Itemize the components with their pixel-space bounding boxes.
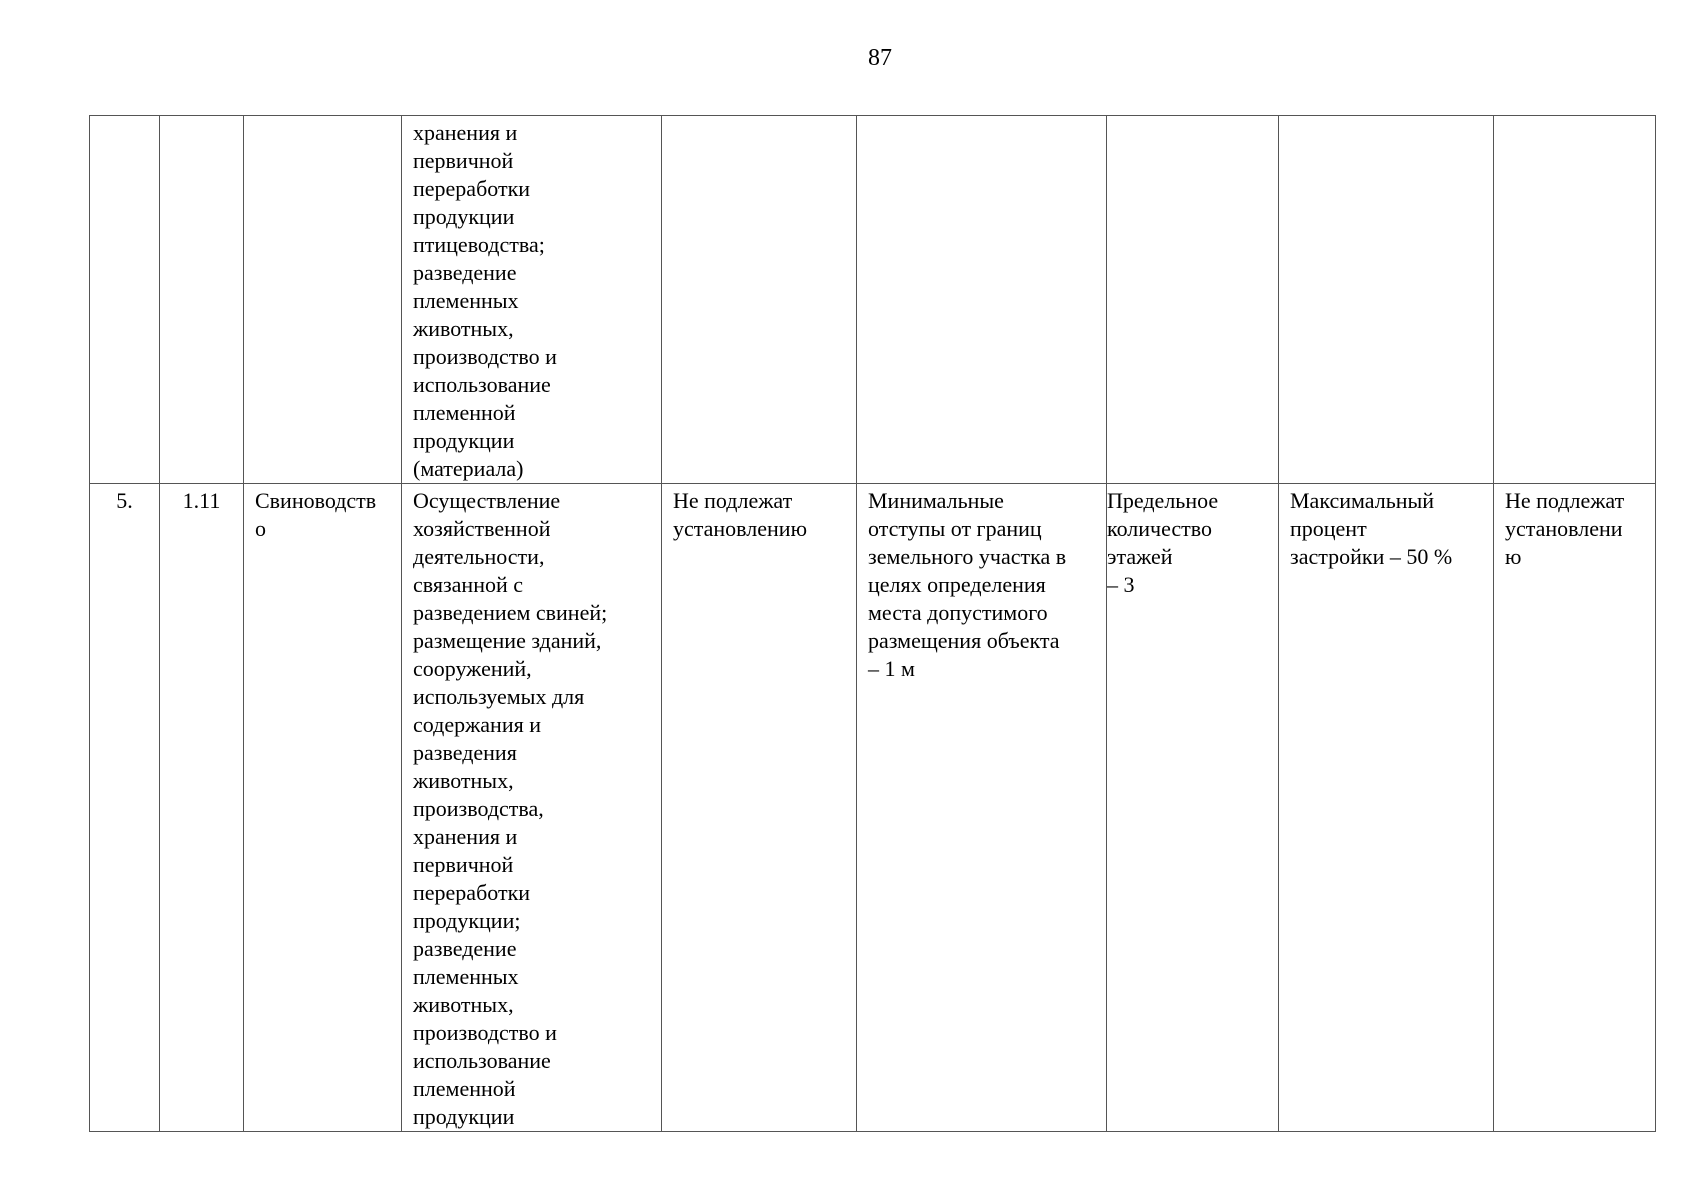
setbacks-cell: Минимальные отступы от границ земельного участка в целях определения места допустимого размещения объекта – 1 м — [857, 484, 1107, 1132]
page-number: 87 — [868, 45, 892, 71]
coverage-cell — [1279, 116, 1494, 484]
table-row — [90, 116, 1656, 484]
restrictions-cell: Не подлежат установлению — [662, 484, 857, 1132]
other-params-cell: Не подлежат установлени ю — [1494, 484, 1656, 1132]
other-params-cell — [1494, 116, 1656, 484]
use-code-cell: 1.11 — [160, 484, 244, 1132]
use-description-cell: Осуществление хозяйственной деятельности, связанной с разведением свиней; размещение зданий, сооружений, используемых для содержания и разведения животных, производства, хранения и первичной переработки продукции; разведение племенных животных, производство и использование племенной продукции — [402, 484, 662, 1132]
use-description-cell: хранения и первичной переработки продукции птицеводства; разведение племенных животных, производство и использование племенной продукции (материала) — [402, 116, 662, 484]
row-number-cell — [90, 116, 160, 484]
coverage-cell: Максимальный процент застройки – 50 % — [1279, 484, 1494, 1132]
table-row — [90, 484, 1656, 1132]
use-name-cell — [244, 116, 402, 484]
floors-cell — [1107, 116, 1279, 484]
setbacks-cell — [857, 116, 1107, 484]
floors-cell: Предельное количество этажей – 3 — [1107, 484, 1279, 1132]
use-name-cell: Свиноводств о — [244, 484, 402, 1132]
use-code-cell — [160, 116, 244, 484]
restrictions-cell — [662, 116, 857, 484]
zoning-regulations-table — [89, 115, 1656, 1132]
row-number-cell: 5. — [90, 484, 160, 1132]
